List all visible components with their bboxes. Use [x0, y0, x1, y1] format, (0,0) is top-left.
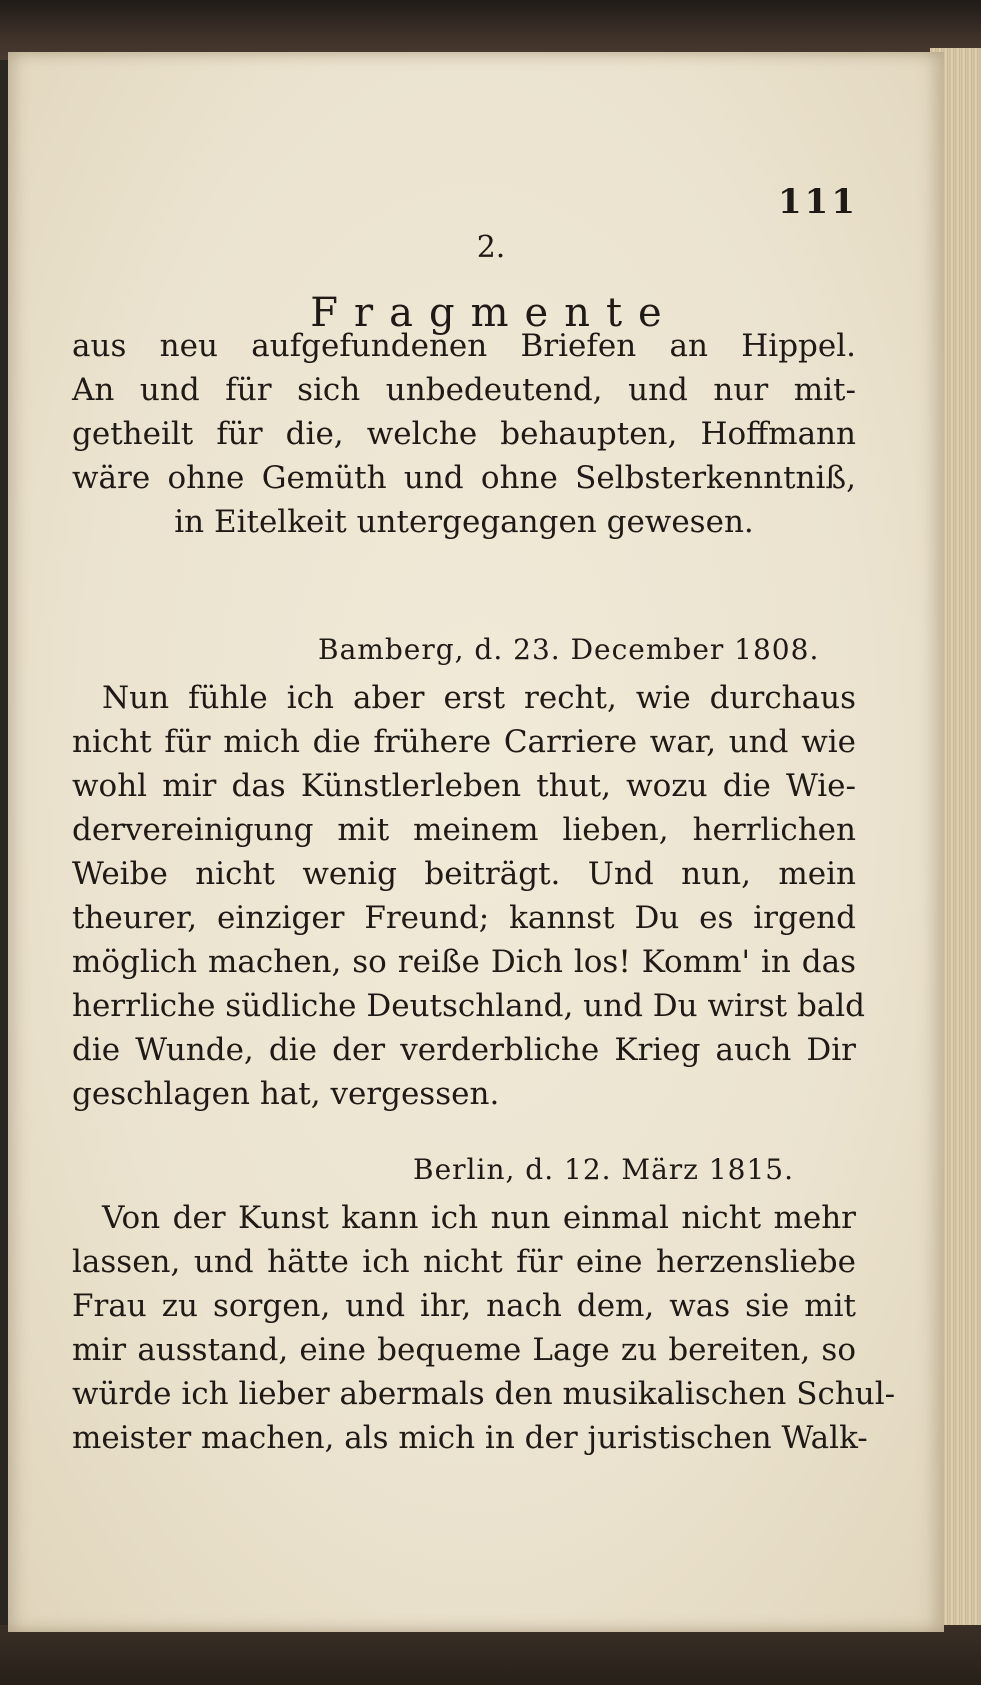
letter-line: mir ausstand, eine bequeme Lage zu bereiten, so [72, 1332, 856, 1368]
letter-line: Von der Kunst kann ich nun einmal nicht mehr [102, 1200, 856, 1236]
section-heading: Fragmente [310, 290, 678, 336]
letter-line: lassen, und hätte ich nicht für eine herzensliebe [72, 1244, 856, 1280]
subtitle-line: getheilt für die, welche behaupten, Hoffmann [72, 416, 856, 452]
book-page [8, 52, 944, 1632]
page-number: 111 [778, 182, 858, 222]
letter-line: die Wunde, die der verderbliche Krieg auch Dir [72, 1032, 856, 1068]
letter-dateline: Bamberg, d. 23. December 1808. [318, 633, 820, 666]
letter-line: geschlagen hat, vergessen. [72, 1076, 500, 1112]
letter-line: nicht für mich die frühere Carriere war, und wie [72, 724, 856, 760]
subtitle-line: wäre ohne Gemüth und ohne Selbsterkenntniß, [72, 460, 856, 496]
letter-dateline: Berlin, d. 12. März 1815. [413, 1153, 794, 1186]
subtitle-line: An und für sich unbedeutend, und nur mit- [72, 372, 856, 408]
letter-line: meister machen, als mich in der juristischen Walk- [72, 1420, 868, 1456]
letter-line: dervereinigung mit meinem lieben, herrlichen [72, 812, 856, 848]
subtitle-line: aus neu aufgefundenen Briefen an Hippel. [72, 328, 856, 364]
letter-line: würde ich lieber abermals den musikalischen Schul- [72, 1376, 896, 1412]
letter-line: herrliche südliche Deutschland, und Du wirst bald [72, 988, 866, 1024]
letter-line: Frau zu sorgen, und ihr, nach dem, was sie mit [72, 1288, 856, 1324]
book-cover-top [0, 0, 981, 60]
letter-line: Weibe nicht wenig beiträgt. Und nun, mein [72, 856, 856, 892]
letter-line: theurer, einziger Freund; kannst Du es irgend [72, 900, 856, 936]
section-number: 2. [476, 230, 506, 265]
letter-line: wohl mir das Künstlerleben thut, wozu die Wie- [72, 768, 856, 804]
book-cover-bottom [0, 1625, 981, 1685]
letter-line: möglich machen, so reiße Dich los! Komm' in das [72, 944, 856, 980]
subtitle-line: in Eitelkeit untergegangen gewesen. [174, 504, 754, 540]
letter-line: Nun fühle ich aber erst recht, wie durchaus [102, 680, 856, 716]
